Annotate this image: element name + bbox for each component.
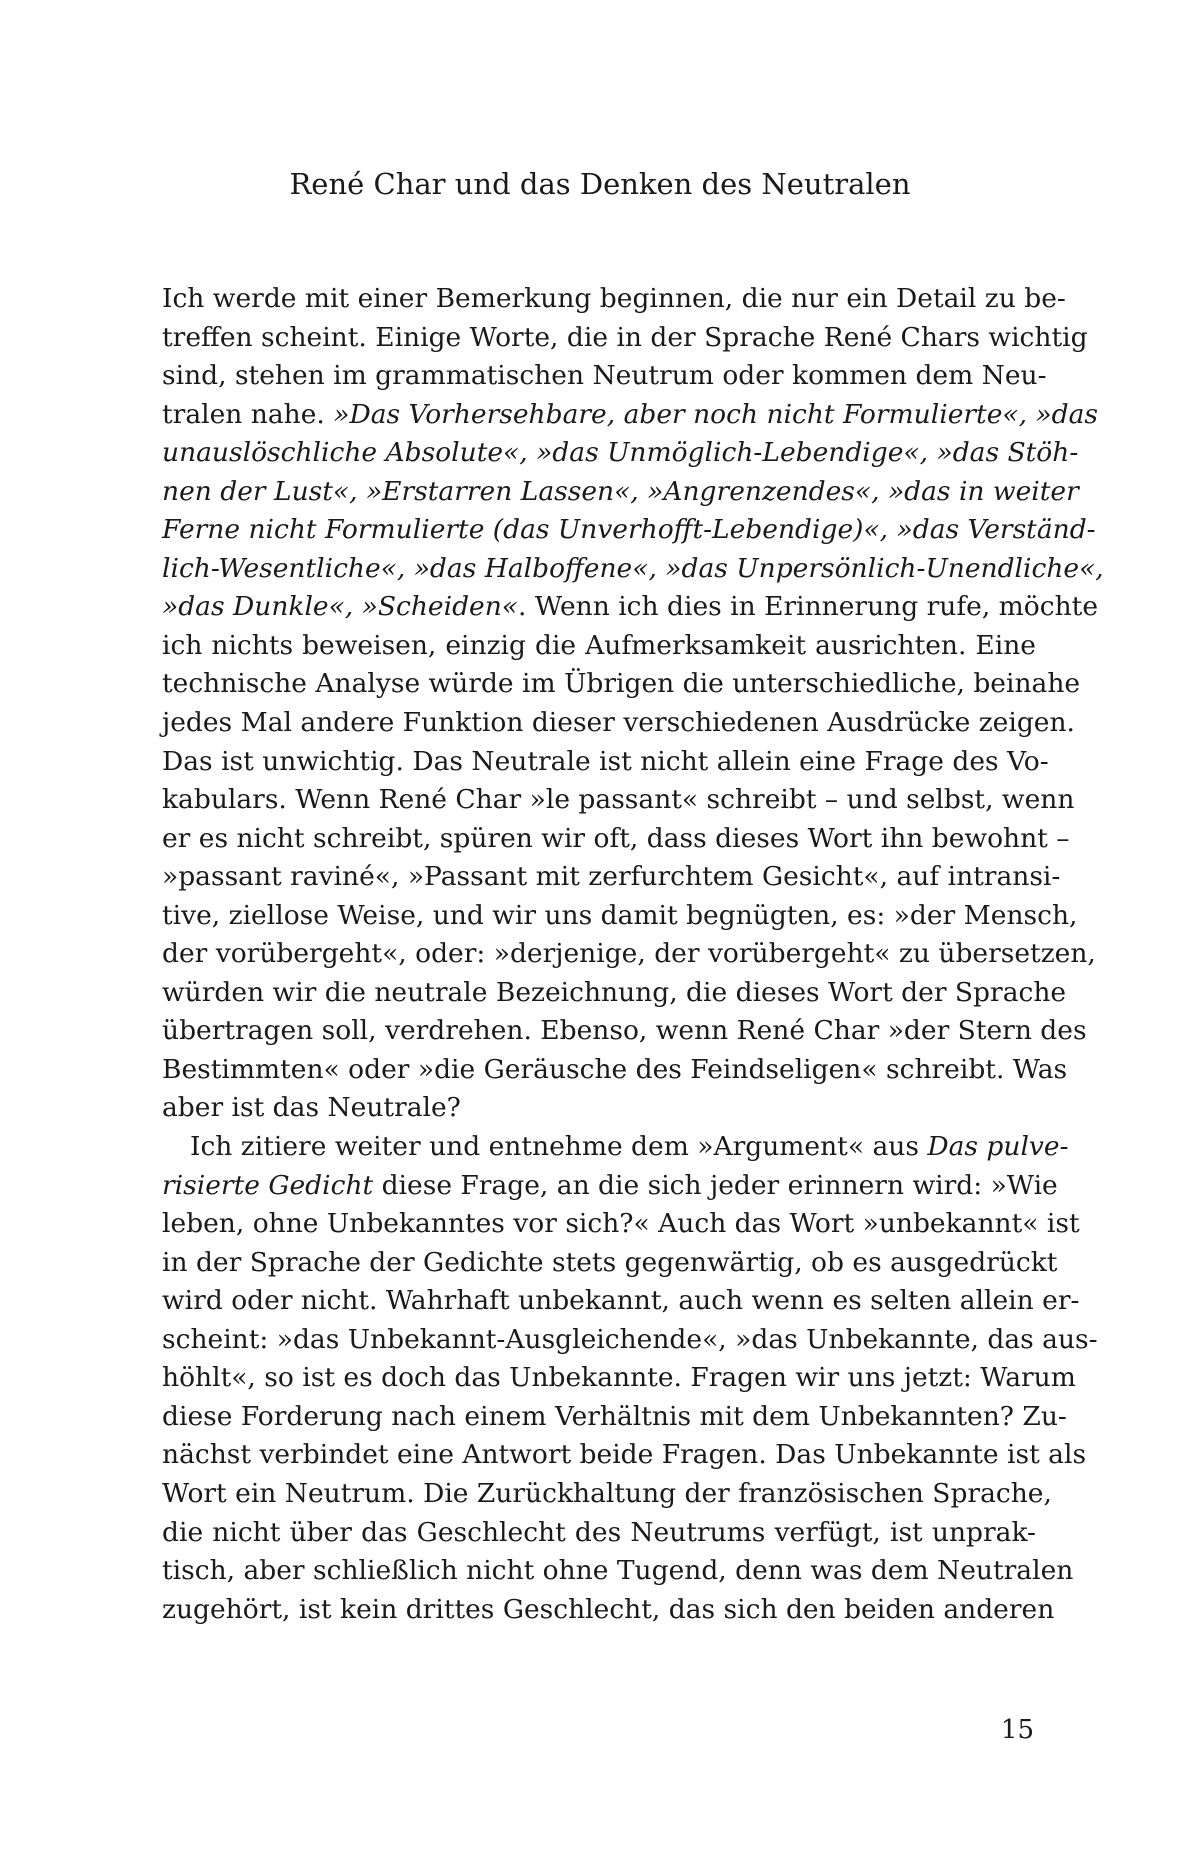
text-segment: kabulars. Wenn René Char »le passant« schreibt – und selbst, wenn bbox=[162, 784, 1075, 816]
text-line bbox=[162, 280, 1066, 319]
text-line bbox=[162, 1591, 1055, 1630]
text-segment: in der Sprache der Gedichte stets gegenwärtig, ob es ausgedrückt bbox=[162, 1246, 1058, 1278]
body-text bbox=[162, 280, 1104, 1629]
text-line bbox=[162, 858, 1061, 897]
text-line bbox=[162, 1514, 1036, 1553]
page-number: 15 bbox=[1000, 1715, 1034, 1745]
text-segment: ich nichts beweisen, einzig die Aufmerksamkeit ausrichten. Eine bbox=[162, 629, 1036, 661]
italic-segment: unauslöschliche Absolute«, »das Unmöglich-Lebendige«, »das Stöh- bbox=[162, 437, 1079, 469]
text-line bbox=[162, 1436, 1087, 1475]
text-segment: Wort ein Neutrum. Die Zurückhaltung der französischen Sprache, bbox=[162, 1477, 1052, 1509]
text-segment: jedes Mal andere Funktion dieser verschiedenen Ausdrücke zeigen. bbox=[162, 707, 1075, 739]
italic-segment: »Das Vorhersehbare, aber noch nicht Formulierte«, »das bbox=[333, 398, 1099, 430]
text-line bbox=[162, 1475, 1052, 1514]
text-segment: tralen nahe. bbox=[162, 398, 334, 430]
text-segment: Ich werde mit einer Bemerkung beginnen, die nur ein Detail zu be- bbox=[162, 283, 1066, 314]
text-line bbox=[162, 974, 1067, 1013]
text-segment: sind, stehen im grammatischen Neutrum oder kommen dem Neu- bbox=[162, 360, 1047, 392]
text-segment: der vorübergeht«, oder: »derjenige, der vorübergeht« zu übersetzen, bbox=[162, 938, 1096, 970]
italic-segment: nen der Lust«, »Erstarren Lassen«, »Angrenzendes«, »das in weiter bbox=[162, 475, 1079, 507]
text-segment: Bestimmten« oder »die Geräusche des Feindseligen« schreibt. Was bbox=[162, 1053, 1068, 1085]
text-segment: . Wenn ich dies in Erinnerung rufe, möchte bbox=[518, 591, 1099, 623]
text-line bbox=[162, 743, 1049, 782]
text-segment: nächst verbindet eine Antwort beide Fragen. Das Unbekannte ist als bbox=[162, 1439, 1087, 1471]
text-line bbox=[162, 820, 1070, 859]
text-line bbox=[162, 1552, 1074, 1591]
italic-segment: lich-Wesentliche«, »das Halboffene«, »das Unpersönlich-Unendliche«, bbox=[162, 552, 1104, 584]
text-segment: höhlt«, so ist es doch das Unbekannte. Fragen wir uns jetzt: Warum bbox=[162, 1362, 1076, 1394]
text-line bbox=[162, 396, 1099, 435]
text-line bbox=[162, 665, 1081, 704]
italic-segment: Ferne nicht Formulierte (das Unverhofft-Lebendige)«, »das Verständ- bbox=[162, 514, 1096, 546]
text-line bbox=[162, 897, 1078, 936]
text-segment: leben, ohne Unbekanntes vor sich?« Auch das Wort »unbekannt« ist bbox=[162, 1208, 1080, 1240]
text-line bbox=[162, 588, 1099, 627]
text-segment: aber ist das Neutrale? bbox=[162, 1092, 461, 1124]
text-line bbox=[162, 1051, 1068, 1090]
text-line bbox=[162, 1321, 1098, 1360]
text-segment: zugehört, ist kein drittes Geschlecht, das sich den beiden anderen bbox=[162, 1593, 1055, 1625]
text-segment: wird oder nicht. Wahrhaft unbekannt, auch wenn es selten allein er- bbox=[162, 1285, 1080, 1317]
text-segment: diese Forderung nach einem Verhältnis mit dem Unbekannten? Zu- bbox=[162, 1400, 1067, 1432]
text-line bbox=[162, 781, 1075, 820]
italic-segment: Das pulve- bbox=[927, 1131, 1069, 1163]
text-line bbox=[162, 1205, 1080, 1244]
text-line bbox=[162, 935, 1096, 974]
text-line bbox=[162, 1359, 1076, 1398]
text-line bbox=[162, 627, 1036, 666]
text-line bbox=[162, 1128, 1069, 1167]
text-segment: Ich zitiere weiter und entnehme dem »Argument« aus bbox=[190, 1131, 928, 1163]
text-segment: treffen scheint. Einige Worte, die in der Sprache René Chars wichtig bbox=[162, 321, 1088, 353]
text-segment: diese Frage, an die sich jeder erinnern wird: »Wie bbox=[373, 1169, 1058, 1201]
text-line bbox=[162, 1282, 1080, 1321]
text-line bbox=[162, 511, 1096, 550]
text-segment: tisch, aber schließlich nicht ohne Tugend, denn was dem Neutralen bbox=[162, 1555, 1074, 1587]
text-segment: die nicht über das Geschlecht des Neutrums verfügt, ist unprak- bbox=[162, 1516, 1036, 1548]
italic-segment: »das Dunkle«, »Scheiden« bbox=[162, 591, 519, 623]
text-line bbox=[162, 319, 1088, 358]
text-segment: Das ist unwichtig. Das Neutrale ist nicht allein eine Frage des Vo- bbox=[162, 745, 1049, 777]
text-line bbox=[162, 357, 1047, 396]
text-line bbox=[162, 550, 1104, 589]
text-segment: tive, ziellose Weise, und wir uns damit begnügten, es: »der Mensch, bbox=[162, 899, 1078, 931]
text-line bbox=[162, 1089, 1036, 1128]
chapter-title: René Char und das Denken des Neutralen bbox=[289, 167, 911, 201]
text-segment: würden wir die neutrale Bezeichnung, die dieses Wort der Sprache bbox=[162, 976, 1067, 1008]
text-segment: technische Analyse würde im Übrigen die unterschiedliche, beinahe bbox=[162, 668, 1081, 700]
text-segment: übertragen soll, verdrehen. Ebenso, wenn René Char »der Stern des bbox=[162, 1015, 1087, 1047]
text-segment: »passant raviné«, »Passant mit zerfurchtem Gesicht«, auf intransi- bbox=[162, 861, 1061, 893]
text-line bbox=[162, 434, 1079, 473]
text-segment: er es nicht schreibt, spüren wir oft, dass dieses Wort ihn bewohnt – bbox=[162, 822, 1070, 854]
text-line bbox=[162, 1244, 1058, 1283]
italic-segment: risierte Gedicht bbox=[162, 1169, 374, 1201]
text-line bbox=[162, 1167, 1058, 1206]
text-segment: scheint: »das Unbekannt-Ausgleichende«, »das Unbekannte, das aus- bbox=[162, 1323, 1098, 1355]
text-line bbox=[162, 1398, 1067, 1437]
text-line bbox=[162, 473, 1079, 512]
text-line bbox=[162, 704, 1075, 743]
text-line bbox=[162, 1012, 1087, 1051]
